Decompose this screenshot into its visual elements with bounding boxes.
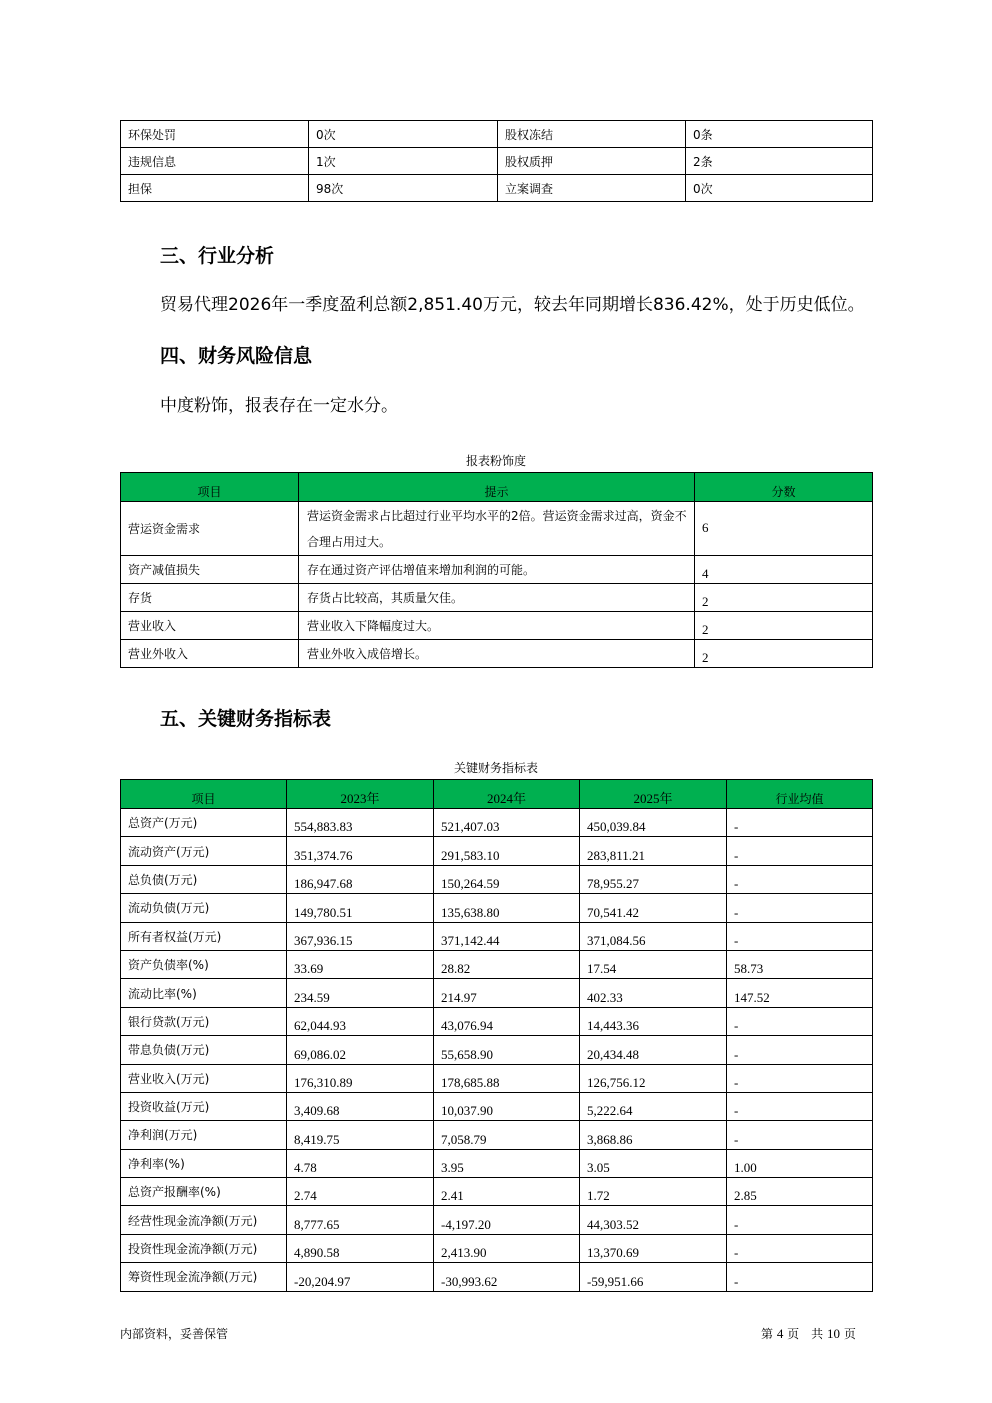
fin-item: 净利率(%) [121, 1149, 287, 1177]
rating-row [121, 584, 873, 612]
fin-item: 流动比率(%) [121, 979, 287, 1007]
fin-value-2025: 13,370.69 [580, 1234, 727, 1262]
fin-value-2023: 2.74 [287, 1178, 434, 1206]
fin-value-industry-avg: - [727, 894, 873, 922]
fin-table-caption: 关键财务指标表 [453, 761, 538, 775]
fin-value-2024: 10,037.90 [434, 1092, 580, 1120]
fin-row [121, 979, 873, 1007]
risk-summary-body [121, 121, 873, 202]
fin-value-industry-avg: - [727, 1007, 873, 1035]
rating-tip: 存在通过资产评估增值来增加利润的可能。 [299, 556, 695, 584]
fin-value-industry-avg: - [727, 1121, 873, 1149]
fin-row [121, 1206, 873, 1234]
risk-value: 0次 [686, 175, 873, 202]
fin-value-2023: 4,890.58 [287, 1234, 434, 1262]
fin-row [121, 1263, 873, 1291]
financial-risk-text: 中度粉饰，报表存在一定水分。 [160, 396, 398, 416]
fin-header-industry-avg: 行业均值 [727, 780, 873, 809]
risk-label: 股权冻结 [498, 121, 686, 148]
rating-header-score: 分数 [695, 473, 873, 502]
rating-score: 6 [695, 502, 873, 556]
fin-item: 总资产报酬率(%) [121, 1178, 287, 1206]
rating-tip: 营业外收入成倍增长。 [299, 640, 695, 668]
fin-row [121, 1007, 873, 1035]
fin-value-2025: 5,222.64 [580, 1092, 727, 1120]
fin-value-2024: 3.95 [434, 1149, 580, 1177]
fin-body [121, 809, 873, 1292]
fin-item: 营业收入(万元) [121, 1064, 287, 1092]
risk-value: 0条 [686, 121, 873, 148]
rating-score: 4 [695, 556, 873, 584]
rating-row [121, 502, 873, 556]
fin-value-2025: 283,811.21 [580, 837, 727, 865]
fin-value-2024: 371,142.44 [434, 922, 580, 950]
fin-value-industry-avg: - [727, 922, 873, 950]
fin-item: 银行贷款(万元) [121, 1007, 287, 1035]
fin-row [121, 1121, 873, 1149]
fin-value-2023: 234.59 [287, 979, 434, 1007]
fin-row [121, 1234, 873, 1262]
fin-item: 经营性现金流净额(万元) [121, 1206, 287, 1234]
page-suffix: 页 [843, 1327, 856, 1341]
rating-item: 营运资金需求 [121, 502, 299, 556]
fin-row [121, 837, 873, 865]
fin-value-2023: 8,777.65 [287, 1206, 434, 1234]
fin-value-2023: 149,780.51 [287, 894, 434, 922]
fin-value-2023: 367,936.15 [287, 922, 434, 950]
fin-value-2024: 55,658.90 [434, 1036, 580, 1064]
fin-value-2023: 69,086.02 [287, 1036, 434, 1064]
fin-header-item: 项目 [121, 780, 287, 809]
fin-value-2024: 214.97 [434, 979, 580, 1007]
fin-row [121, 865, 873, 893]
fin-value-2024: 291,583.10 [434, 837, 580, 865]
rating-header-row [121, 473, 873, 502]
fin-row [121, 1092, 873, 1120]
industry-analysis-text: 贸易代理2026年一季度盈利总额2,851.40万元，较去年同期增长836.42%，处于历史低位。 [160, 295, 865, 315]
fin-value-2024: 2.41 [434, 1178, 580, 1206]
fin-value-2023: 33.69 [287, 950, 434, 978]
fin-value-2023: -20,204.97 [287, 1263, 434, 1291]
fin-value-industry-avg: - [727, 1263, 873, 1291]
rating-table-caption: 报表粉饰度 [465, 454, 526, 468]
risk-value: 98次 [309, 175, 498, 202]
fin-value-2023: 554,883.83 [287, 809, 434, 837]
rating-score: 2 [695, 640, 873, 668]
fin-value-industry-avg: - [727, 809, 873, 837]
rating-body [121, 502, 873, 668]
risk-summary-table [120, 120, 873, 202]
fin-header-2025: 2025年 [580, 780, 727, 809]
fin-header-row [121, 780, 873, 809]
fin-row [121, 1036, 873, 1064]
fin-item: 带息负债(万元) [121, 1036, 287, 1064]
fin-value-2024: -4,197.20 [434, 1206, 580, 1234]
fin-value-2023: 62,044.93 [287, 1007, 434, 1035]
fin-item: 总资产(万元) [121, 809, 287, 837]
rating-row [121, 640, 873, 668]
fin-value-industry-avg: - [727, 865, 873, 893]
fin-value-2024: 28.82 [434, 950, 580, 978]
fin-row [121, 922, 873, 950]
fin-value-2024: 2,413.90 [434, 1234, 580, 1262]
fin-row [121, 950, 873, 978]
fin-value-2023: 4.78 [287, 1149, 434, 1177]
fin-value-industry-avg: - [727, 1064, 873, 1092]
fin-value-2025: 3,868.86 [580, 1121, 727, 1149]
risk-row [121, 121, 873, 148]
risk-row [121, 148, 873, 175]
fin-value-industry-avg: - [727, 837, 873, 865]
rating-item: 营业外收入 [121, 640, 299, 668]
risk-label: 违规信息 [121, 148, 309, 175]
fin-value-2025: 1.72 [580, 1178, 727, 1206]
fin-item: 总负债(万元) [121, 865, 287, 893]
risk-row [121, 175, 873, 202]
fin-value-industry-avg: - [727, 1036, 873, 1064]
key-financial-indicators-table [120, 779, 873, 1292]
page-total: 10 [827, 1326, 841, 1341]
whitewash-rating-table [120, 472, 873, 668]
risk-label: 股权质押 [498, 148, 686, 175]
rating-item: 营业收入 [121, 612, 299, 640]
fin-value-2025: 402.33 [580, 979, 727, 1007]
fin-value-2025: -59,951.66 [580, 1263, 727, 1291]
risk-label: 立案调查 [498, 175, 686, 202]
fin-value-industry-avg: 147.52 [727, 979, 873, 1007]
fin-value-2025: 78,955.27 [580, 865, 727, 893]
risk-label: 担保 [121, 175, 309, 202]
fin-value-2023: 3,409.68 [287, 1092, 434, 1120]
page-prefix: 第 [761, 1327, 774, 1341]
risk-value: 1次 [309, 148, 498, 175]
fin-value-industry-avg: 58.73 [727, 950, 873, 978]
fin-value-2025: 371,084.56 [580, 922, 727, 950]
fin-value-2023: 186,947.68 [287, 865, 434, 893]
fin-value-2024: -30,993.62 [434, 1263, 580, 1291]
fin-item: 流动负债(万元) [121, 894, 287, 922]
fin-item: 净利润(万元) [121, 1121, 287, 1149]
fin-value-2024: 150,264.59 [434, 865, 580, 893]
risk-label: 环保处罚 [121, 121, 309, 148]
fin-value-2024: 43,076.94 [434, 1007, 580, 1035]
rating-tip: 营运资金需求占比超过行业平均水平的2倍。营运资金需求过高，资金不合理占用过大。 [299, 502, 695, 556]
fin-row [121, 809, 873, 837]
fin-value-industry-avg: - [727, 1092, 873, 1120]
footer-page-number [761, 1325, 856, 1342]
fin-header-2024: 2024年 [434, 780, 580, 809]
fin-value-2024: 135,638.80 [434, 894, 580, 922]
fin-value-industry-avg: - [727, 1234, 873, 1262]
risk-value: 0次 [309, 121, 498, 148]
fin-value-2023: 351,374.76 [287, 837, 434, 865]
risk-value: 2条 [686, 148, 873, 175]
fin-value-2024: 521,407.03 [434, 809, 580, 837]
fin-value-2024: 178,685.88 [434, 1064, 580, 1092]
fin-value-2025: 44,303.52 [580, 1206, 727, 1234]
fin-row [121, 894, 873, 922]
fin-item: 所有者权益(万元) [121, 922, 287, 950]
section-key-indicators-title: 五、关键财务指标表 [160, 708, 332, 730]
fin-value-2025: 17.54 [580, 950, 727, 978]
fin-item: 筹资性现金流净额(万元) [121, 1263, 287, 1291]
fin-item: 投资性现金流净额(万元) [121, 1234, 287, 1262]
rating-score: 2 [695, 612, 873, 640]
page-current: 4 [776, 1326, 784, 1341]
fin-value-industry-avg: 2.85 [727, 1178, 873, 1206]
rating-tip: 存货占比较高，其质量欠佳。 [299, 584, 695, 612]
footer-confidential-note: 内部资料，妥善保管 [120, 1327, 229, 1341]
fin-value-2025: 126,756.12 [580, 1064, 727, 1092]
fin-value-industry-avg: - [727, 1206, 873, 1234]
fin-row [121, 1149, 873, 1177]
section-industry-analysis-title: 三、行业分析 [160, 245, 275, 267]
section-financial-risk-title: 四、财务风险信息 [160, 345, 313, 367]
page-mid: 页 共 [787, 1327, 824, 1341]
fin-row [121, 1064, 873, 1092]
rating-score: 2 [695, 584, 873, 612]
fin-value-2025: 3.05 [580, 1149, 727, 1177]
rating-row [121, 612, 873, 640]
fin-value-2025: 20,434.48 [580, 1036, 727, 1064]
rating-header-item: 项目 [121, 473, 299, 502]
fin-value-2025: 70,541.42 [580, 894, 727, 922]
fin-value-2023: 8,419.75 [287, 1121, 434, 1149]
fin-item: 流动资产(万元) [121, 837, 287, 865]
rating-header-tip: 提示 [299, 473, 695, 502]
fin-value-2025: 450,039.84 [580, 809, 727, 837]
rating-row [121, 556, 873, 584]
fin-value-2025: 14,443.36 [580, 1007, 727, 1035]
fin-item: 资产负债率(%) [121, 950, 287, 978]
rating-item: 存货 [121, 584, 299, 612]
fin-item: 投资收益(万元) [121, 1092, 287, 1120]
fin-header-2023: 2023年 [287, 780, 434, 809]
fin-value-2024: 7,058.79 [434, 1121, 580, 1149]
fin-row [121, 1178, 873, 1206]
rating-item: 资产减值损失 [121, 556, 299, 584]
fin-value-industry-avg: 1.00 [727, 1149, 873, 1177]
rating-tip: 营业收入下降幅度过大。 [299, 612, 695, 640]
fin-value-2023: 176,310.89 [287, 1064, 434, 1092]
